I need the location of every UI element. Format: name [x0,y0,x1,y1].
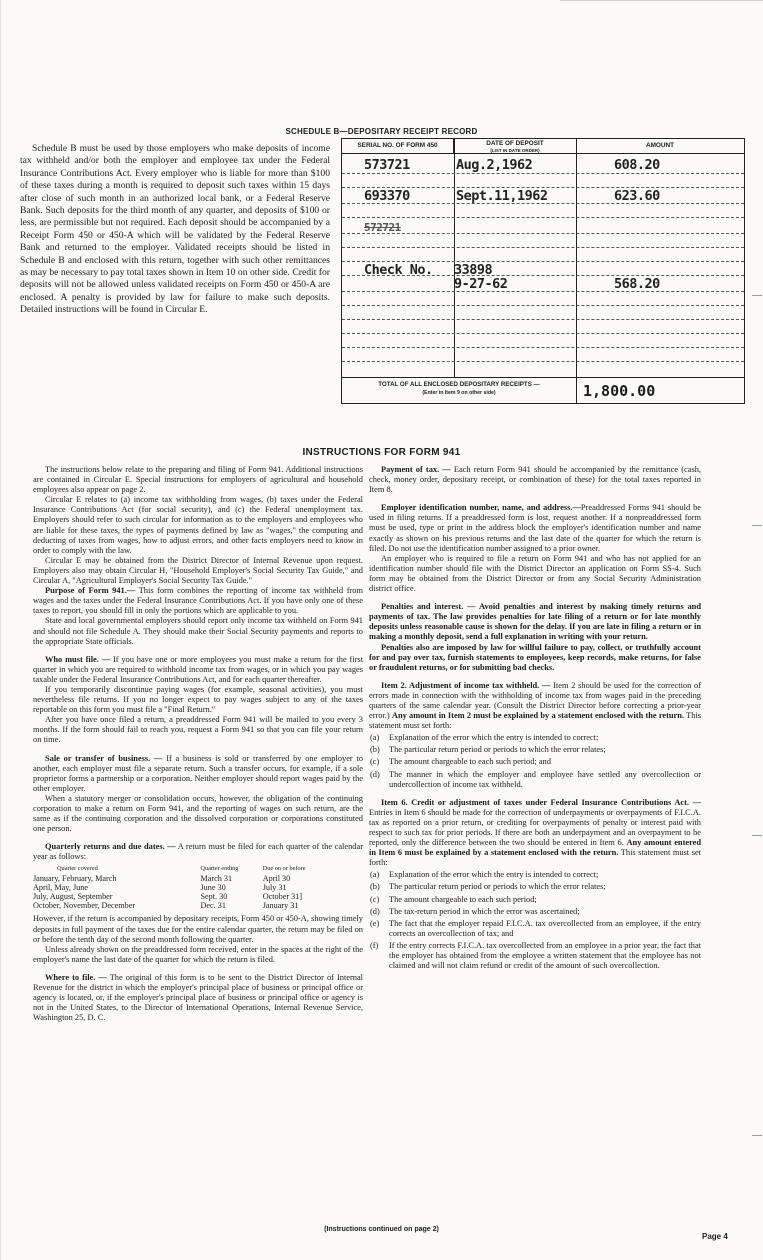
quarter-covered: April, May, June [33,882,88,892]
header-rule [342,153,744,154]
entry-date: Aug.2,1962 [456,157,533,173]
total-row [342,377,744,404]
quarter-due: October 31] [262,892,303,902]
list-label: (a) [370,870,380,880]
section-heading: Where to file. — [45,972,107,982]
paragraph: Circular E relates to (a) income tax withholding from wages, (b) taxes under the Federal Insurance Contributions Act (for social security), and (c) the Federal unemployment tax. Employers should refer to such circular for information as to the employers and employees who are liable for these taxes, the types of payments defined by law as "wages," the computing and deducting of taxes from wages, how to adjust errors, and other facts employers need to know in order to comply with the law. [33,495,363,555]
quarterly-section [33,842,363,862]
margin-mark [752,295,762,296]
total-label-main: TOTAL OF ALL ENCLOSED DEPOSITARY RECEIPTS — [378,381,540,388]
list-item [369,870,701,880]
total-amount: 1,800.00 [576,377,744,403]
column-header-date-sub: (LIST IN DATE ORDER) [490,148,540,153]
table-row-line [342,247,744,248]
entry-date: 9-27-62 [454,276,508,292]
list-item [369,745,701,755]
table-row [33,901,333,910]
paragraph: State and local governmental employers should report only income tax withheld on Form 941 and should not file Schedule A. They should make their Social Security payments and reports to the appropriate State officials. [33,616,363,646]
due-table-header: Quarter covered [57,865,98,873]
quarter-due: July 31 [262,882,287,892]
section-tail: This statement must set forth: [369,848,701,868]
entry-amount: 568.20 [614,276,660,292]
list-item [369,895,701,905]
list-item [369,757,701,767]
where-section [33,973,363,1023]
section-body: If a business is sold or transferred by one employer to another, each employer must file a separate return. Such a transfer occurs, for example, if a sole proprietor forms a partnership or a corporation. Neither employer should report wages paid by the other employer. [33,753,363,793]
section-heading: Payment of tax. — [381,465,451,474]
quarter-covered: July, August, September [33,892,113,902]
due-dates-table [33,864,333,910]
who-section [33,655,363,685]
quarter-ending: Sept. 30 [200,892,228,902]
list-item [369,733,701,743]
column-header-date [454,139,577,153]
quarter-covered: October, November, December [33,901,136,911]
list-label: (c) [370,757,380,767]
page-number: Page 4 [702,1232,728,1241]
list-label: (f) [370,940,379,950]
quarter-ending: March 31 [200,873,233,883]
list-text: The amount chargeable to each such period; and [389,757,551,767]
entry-serial: 573721 [364,157,410,173]
column-header-date-label: DATE OF DEPOSIT [486,140,544,147]
table-row-line [342,291,744,292]
table-row-line [342,233,744,234]
paragraph: However, if the return is accompanied by depositary receipts, Form 450 or 450-A, showing timely deposits in full payment of the taxes due for the entire calendar quarter, the return may be filed on or before the tenth day of the second month following the quarter. [33,914,363,944]
entry-serial: 693370 [364,188,410,204]
list-text: The amount chargeable to each such period; [389,894,537,904]
section-body: Each return Form 941 should be accompanied by the remittance (cash, check, money order, depositary receipt, or combination of these) for the total taxes reported in Item 8. [369,465,702,495]
section-emphasis: Any amount entered in Item 6 must be explained by a statement enclosed with the return. [369,838,702,858]
column-header-amount: AMOUNT [645,142,675,149]
list-text: If the entry corrects F.I.C.A. tax overcollected from an employee in a prior year, the fact that the employer has obtained from the employee a written statement that the employee has not claimed and will not claim refund or credit of the amount of such overcollection. [389,940,701,971]
section-body: Entries in Item 6 should be made for the correction of underpayments or overpayments of F.I.C.A. tax as reported on a prior return, or crediting for overpayments of penalty or interest paid with respect to such tax for prior periods. If there are both an underpayment and an overpayment to be reported, only the difference between the two should be entered in Item 6. [369,807,701,848]
section-heading: Sale or transfer of business. — [45,753,163,763]
item6-list [369,870,701,971]
list-label: (e) [370,918,380,928]
table-row [33,883,333,892]
payment-section [369,465,701,495]
paragraph: Penalties also are imposed by law for willful failure to pay, collect, or truthfully account for and pay over tax, furnish statements to employees, keep records, make returns, for false or fraudulent returns, or for submitting bad checks. [369,642,701,672]
column-divider [454,139,455,377]
section-body: Item 2 should be used for the correction of errors made in connection with the withholding of income tax from wages paid in the preceding quarters of the same calendar year. (Consult the District Director before correcting a prior-year error.) [369,680,702,721]
instructions-right-column [369,465,701,973]
table-row [33,874,333,883]
list-label: (d) [370,906,380,916]
entry-amount: 608.20 [614,157,660,173]
quarter-ending: June 30 [200,882,226,892]
section-body: A return must be filed for each quarter of the calendar year as follows: [33,842,363,862]
paragraph: If you temporarily discontinue paying wages (for example, seasonal activities), you must nevertheless file returns. If you no longer expect to pay wages subject to any of the taxes reportable on this form you must file a "Final Return." [33,684,363,715]
table-row [33,892,333,901]
instructions-title: INSTRUCTIONS FOR FORM 941 [302,447,461,458]
section-heading: Item 2. Adjustment of income tax withheld. — [381,680,551,690]
entry-check-label: Check No. [364,262,433,278]
item2-list [369,733,701,789]
column-header-serial: SERIAL NO. OF FORM 450 [342,139,454,153]
total-label [342,381,576,397]
list-item [369,907,701,917]
list-label: (b) [370,882,380,892]
section-body: If you have one or more employees you must make a return for the first quarter in which you are required to withhold income tax from wages, or in which you pay wages taxable under the Federal Insurance Contributions Act, and for each quarter thereafter. [33,654,364,684]
column-divider [576,139,577,377]
section-body: Avoid penalties and interest by making timely returns and payments of tax. The law provides penalties for late filing of a return or for late monthly deposits unless reasonable cause is shown for the delay. If you are late in filing a return or in making a monthly deposit, send a full explanation in writing with your return. [369,602,701,642]
list-label: (d) [370,769,380,779]
entry-serial-struck: 572721 [364,221,401,234]
total-label-sub: (Enter in Item 9 on other side) [422,390,496,396]
table-row-line [342,305,744,306]
list-text: The particular return period or periods to which the error relates; [389,882,606,892]
quarter-due: January 31 [262,901,299,911]
paragraph: An employer who is required to file a return on Form 941 and who has not applied for an identification number should file with the District Director an application on Form SS-4. Such form may be obtained from the District Director or from any Social Security Administration district office. [369,553,701,594]
paragraph: When a statutory merger or consolidation occurs, however, the obligation of the continuing corporation to make a return on Form 941, and the reporting of wages on such return, are the same as if the continuing corporation and the dissolved corporation or corporations constituted one person. [33,793,363,834]
paragraph: Unless already shown on the preaddressed form received, enter in the spaces at the right of the employer's name the last date of the quarter for which the return is filed. [33,944,363,964]
list-text: Explanation of the error which the entry is intended to correct; [389,733,599,743]
table-row-line [342,319,744,320]
ein-section [369,503,701,553]
continued-note: (Instructions continued on page 2) [324,1226,439,1233]
list-label: (c) [370,894,380,904]
entry-amount: 623.60 [614,188,660,204]
table-row-line [342,347,744,348]
item6-section [369,798,701,869]
quarter-ending: Dec. 31 [200,901,226,911]
list-text: The particular return period or periods to which the error relates; [389,745,606,755]
entry-check-number: 33898 [454,262,493,278]
table-row-line [342,361,744,362]
item2-section [369,681,701,731]
section-heading: Penalties and interest. — [381,602,476,612]
section-heading: Quarterly returns and due dates. — [45,842,176,852]
list-text: The tax-return period in which the error was ascertained; [389,906,580,916]
paragraph: Circular E may be obtained from the District Director of Internal Revenue upon request. Employers also may obtain Circular H, "Household Employer's Social Security Tax Guide," and Circular A, "Agricultural Employer's Social Security Tax Guide." [33,555,363,586]
due-table-header: Quarter ending [200,865,239,873]
penalties-section [369,602,701,642]
table-row-line [342,217,744,218]
list-label: (b) [370,745,380,755]
quarter-covered: January, February, March [33,873,117,883]
section-heading: Item 6. Credit or adjustment of taxes under Federal Insurance Contributions Act. — [381,797,701,807]
section-emphasis: Any amount in Item 2 must be explained by a statement enclosed with the return. [391,711,685,721]
margin-mark [752,1135,762,1136]
section-tail: This statement must set forth: [369,711,701,731]
section-body: This form combines the reporting of income tax withheld from wages and the taxes under the Federal Insurance Contributions Act. If you have only one of these taxes to report, you should fill in only the portions which are applicable to you. [33,586,363,616]
table-row-line [342,173,744,174]
due-table-header: Due on or before [262,865,306,873]
entry-date: Sept.11,1962 [456,188,548,204]
list-item [369,919,701,939]
list-text: Explanation of the error which the entry is intended to correct; [389,870,599,880]
list-label: (a) [370,733,380,743]
paragraph: After you have once filed a return, a preaddressed Form 941 will be mailed to you every 3 months. If the form should fail to reach you, request a Form 941 so that you can file your return on time. [33,715,363,745]
section-heading: Employer identification number, name, and address.— [381,503,581,513]
list-item [369,770,701,790]
scan-edge-line [560,0,763,1]
depositary-receipt-table [341,138,745,404]
table-row-line [342,333,744,334]
quarter-due: April 30 [262,873,291,883]
list-item [369,882,701,892]
margin-mark [752,835,762,836]
schedule-b-intro: Schedule B must be used by those employers who make deposits of income tax withheld and/or both the employer and employee tax under the Federal Insurance Contributions Act. Every employer who is liable for more than $100 of these taxes during a month is required to deposit such taxes within 15 days after close of such month in an authorized local bank, or a Federal Reserve Bank. Such deposits for the third month of any quarter, and deposits of $100 or less, are permissible but not required. Each deposit should be accompanied by a Receipt Form 450 or 450-A which will be validated by the Federal Reserve Bank and returned to the employer. Validated receipts should be listed in Schedule B and enclosed with this return, together with such other remittances as may be necessary to pay total taxes shown in Item 10 on other side. Credit for deposits will not be allowed unless validated receipts on Form 450 or 450-A are enclosed. A penalty is provided by law for failure to make such deposits. Detailed instructions will be found in Circular E. [20,143,330,316]
purpose-section [33,586,363,616]
sale-section [33,754,363,794]
section-heading: Who must file. — [45,654,111,664]
section-body: The original of this form is to be sent to the District Director of Internal Revenue for the district in which the employer's principal place of business or principal office or agency is located, or, if the employer's principal place of business or principal office or agency is not in the United States, to the Director of International Operations, Internal Revenue Service, Washington 25, D. C. [33,972,364,1023]
section-body: Preaddressed Forms 941 should be used in filing returns. If a preaddressed form is lost, request another. If a nonpreaddressed form must be used, type or print in the address block the employer's identification number and name exactly as shown on his previous returns and the last date of the quarter for which the return is filed. Do not use the identification number assigned to a prior owner. [369,503,701,553]
list-text: The manner in which the employer and employee have settled any overcollection or undercollection of income tax withheld. [389,769,701,789]
scan-edge-left [0,0,1,1260]
list-item [369,941,701,971]
list-text: The fact that the employer repaid F.I.C.A. tax overcollected from an employee, if the entry corrects an overcollection of tax; and [389,918,701,938]
paragraph: The instructions below relate to the preparing and filing of Form 941. Additional instructions are contained in Circular E. Special instructions for employers of agricultural and household employees also appear on page 2. [33,465,363,495]
schedule-b-title: SCHEDULE B—DEPOSITARY RECEIPT RECORD [285,127,478,136]
margin-mark [752,525,762,526]
section-heading: Purpose of Form 941.— [45,586,136,596]
instructions-left-column [33,465,363,1023]
